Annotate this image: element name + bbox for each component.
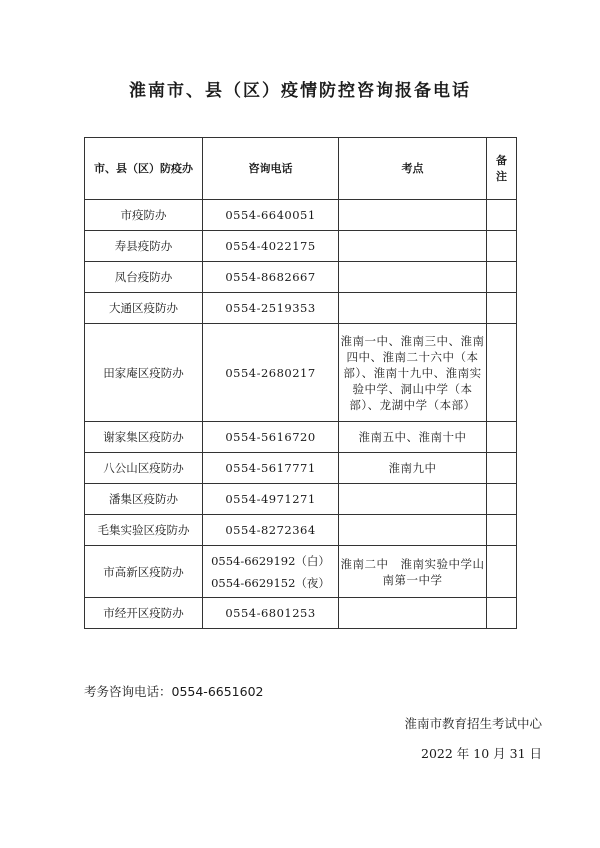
remark-cell [487, 453, 517, 484]
office-name: 田家庵区疫防办 [85, 324, 203, 422]
remark-cell [487, 262, 517, 293]
office-name: 谢家集区疫防办 [85, 422, 203, 453]
phone-number: 0554-5616720 [203, 422, 339, 453]
exam-hotline: 考务咨询电话：0554-6651602 [84, 684, 264, 699]
exam-sites: 淮南二中 淮南实验中学山南第一中学 [339, 546, 487, 598]
office-name: 潘集区疫防办 [85, 484, 203, 515]
remark-cell [487, 515, 517, 546]
table-row [85, 262, 517, 293]
exam-sites: 淮南一中、淮南三中、淮南四中、淮南二十六中（本部）、淮南十九中、淮南实验中学、洞山中学（本部）、龙湖中学（本部） [339, 324, 487, 422]
exam-sites [339, 200, 487, 231]
exam-sites: 淮南九中 [339, 453, 487, 484]
exam-sites: 淮南五中、淮南十中 [339, 422, 487, 453]
table-row [85, 422, 517, 453]
office-name: 凤台疫防办 [85, 262, 203, 293]
issuing-organization: 淮南市教育招生考试中心 [404, 716, 542, 731]
phone-day: 0554-6629192（白） [211, 553, 330, 568]
table-row [85, 200, 517, 231]
phone-number: 0554-8272364 [203, 515, 339, 546]
table-header-row [85, 138, 517, 200]
table-row [85, 546, 517, 598]
office-name: 大通区疫防办 [85, 293, 203, 324]
exam-sites [339, 262, 487, 293]
office-name: 市高新区疫防办 [85, 546, 203, 598]
remark-cell [487, 422, 517, 453]
table-row [85, 598, 517, 629]
exam-sites [339, 293, 487, 324]
hotline-table [84, 137, 517, 629]
office-name: 寿县疫防办 [85, 231, 203, 262]
phone-number: 0554-8682667 [203, 262, 339, 293]
exam-sites [339, 484, 487, 515]
phone-number: 0554-6801253 [203, 598, 339, 629]
exam-sites [339, 598, 487, 629]
remark-cell [487, 546, 517, 598]
remark-cell [487, 484, 517, 515]
remark-cell [487, 293, 517, 324]
phone-number: 0554-6640051 [203, 200, 339, 231]
table-row [85, 515, 517, 546]
phone-number: 0554-5617771 [203, 453, 339, 484]
office-name: 八公山区疫防办 [85, 453, 203, 484]
remark-cell [487, 231, 517, 262]
remark-cell [487, 324, 517, 422]
remark-cell [487, 200, 517, 231]
table-row [85, 231, 517, 262]
phone-numbers [203, 546, 339, 598]
issue-date: 2022 年 10 月 31 日 [421, 746, 542, 761]
phone-number: 0554-2519353 [203, 293, 339, 324]
remark-cell [487, 598, 517, 629]
header-remark-line1: 备 [496, 153, 507, 167]
phone-number: 0554-4971271 [203, 484, 339, 515]
table-row [85, 293, 517, 324]
phone-night: 0554-6629152（夜） [211, 575, 330, 590]
office-name: 市疫防办 [85, 200, 203, 231]
office-name: 市经开区疫防办 [85, 598, 203, 629]
table-row [85, 453, 517, 484]
page-title: 淮南市、县（区）疫情防控咨询报备电话 [129, 81, 471, 101]
header-office: 市、县（区）防疫办 [85, 138, 203, 200]
table-row [85, 484, 517, 515]
header-remark-line2: 注 [496, 169, 507, 183]
phone-number: 0554-2680217 [203, 324, 339, 422]
header-remark [487, 138, 517, 200]
header-sites: 考点 [339, 138, 487, 200]
phone-number: 0554-4022175 [203, 231, 339, 262]
exam-sites [339, 515, 487, 546]
office-name: 毛集实验区疫防办 [85, 515, 203, 546]
exam-sites [339, 231, 487, 262]
table-row [85, 324, 517, 422]
header-phone: 咨询电话 [203, 138, 339, 200]
